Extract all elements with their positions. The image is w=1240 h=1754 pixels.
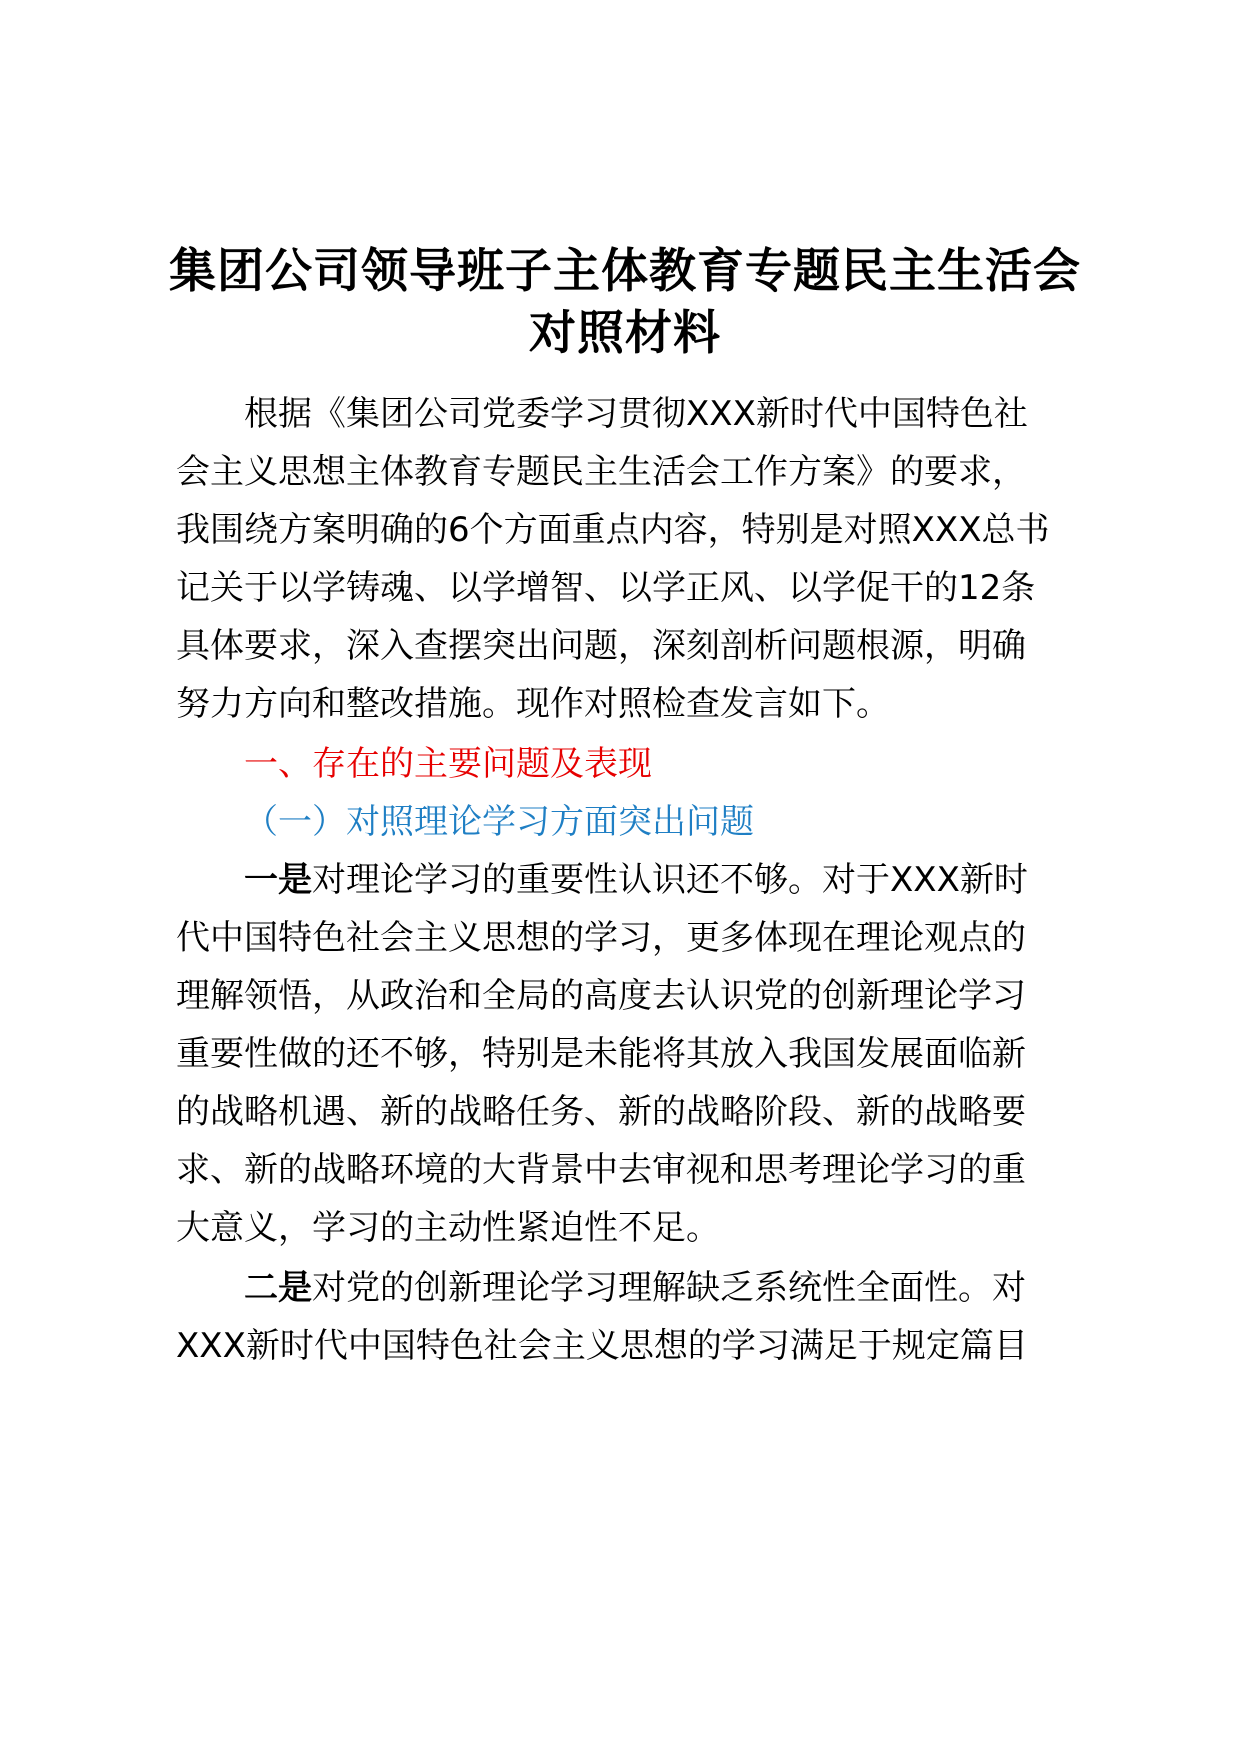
point-1-line: 的战略机遇、新的战略任务、新的战略阶段、新的战略要 — [176, 1092, 1026, 1132]
document-title-line-1: 集团公司领导班子主体教育专题民主生活会 — [169, 244, 1081, 299]
intro-line: 根据《集团公司党委学习贯彻XXX新时代中国特色社 — [244, 394, 1028, 434]
point-1-line: 代中国特色社会主义思想的学习，更多体现在理论观点的 — [176, 918, 1026, 958]
intro-line: 具体要求，深入查摆突出问题，深刻剖析问题根源，明确 — [176, 626, 1026, 666]
section-heading: 一、存在的主要问题及表现 — [244, 744, 652, 784]
point-2-lead: 二是 — [244, 1268, 312, 1308]
document-title-line-2: 对照材料 — [529, 306, 721, 361]
point-2-line: XXX新时代中国特色社会主义思想的学习满足于规定篇目 — [176, 1326, 1028, 1366]
point-1-text: 对理论学习的重要性认识还不够。对于XXX新时 — [312, 860, 1028, 900]
intro-line: 我围绕方案明确的6个方面重点内容，特别是对照XXX总书 — [176, 510, 1050, 550]
point-1-line: 求、新的战略环境的大背景中去审视和思考理论学习的重 — [176, 1150, 1026, 1190]
intro-line: 会主义思想主体教育专题民主生活会工作方案》的要求， — [176, 452, 1026, 492]
point-1-lead: 一是 — [244, 860, 312, 900]
point-2-text: 对党的创新理论学习理解缺乏系统性全面性。对 — [312, 1268, 1026, 1308]
subsection-heading: （一）对照理论学习方面突出问题 — [244, 802, 754, 842]
point-1-line: 重要性做的还不够，特别是未能将其放入我国发展面临新 — [176, 1034, 1026, 1074]
intro-line: 记关于以学铸魂、以学增智、以学正风、以学促干的12条 — [176, 568, 1036, 608]
point-1-line: 大意义，学习的主动性紧迫性不足。 — [176, 1208, 720, 1248]
point-1-first-line — [244, 848, 1028, 912]
point-1-line: 理解领悟，从政治和全局的高度去认识党的创新理论学习 — [176, 976, 1026, 1016]
intro-line: 努力方向和整改措施。现作对照检查发言如下。 — [176, 684, 890, 724]
point-2-first-line — [244, 1256, 1026, 1320]
